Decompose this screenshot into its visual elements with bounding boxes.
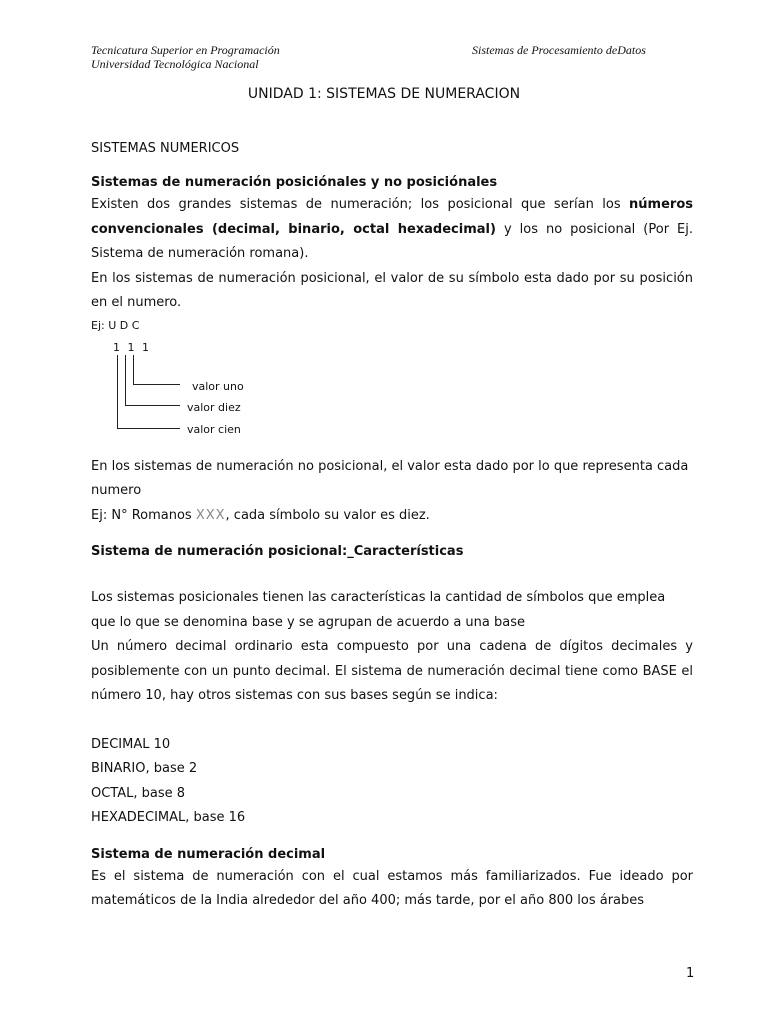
header-course: Sistemas de Procesamiento deDatos (472, 43, 646, 57)
diagram-digits: 1 1 1 (113, 340, 151, 354)
header-university: Universidad Tecnológica Nacional (91, 57, 259, 71)
paragraph-caracteristicas: Los sistemas posicionales tienen las características la cantidad de símbolos que emplea que lo que se denomina base y se agrupan de acuerdo a una base (91, 590, 666, 630)
roman-numeral: XXX (195, 507, 226, 523)
paragraph-romanos (91, 504, 693, 529)
paragraph-intro-text-a: Existen dos grandes sistemas de numeración; los posicional que serían los (91, 197, 630, 212)
romanos-text-a: Ej: N° Romanos (91, 507, 196, 523)
list-item-decimal: DECIMAL 10 (91, 736, 171, 752)
paragraph-no-posicional: En los sistemas de numeración no posicional, el valor esta dado por lo que representa cada numero (91, 458, 689, 498)
paragraph-intro (91, 193, 693, 267)
example-label: Ej: U D C (91, 318, 140, 332)
list-item-hexadecimal: HEXADECIMAL, base 16 (91, 810, 246, 825)
diagram-label-valor-diez: valor diez (187, 400, 241, 414)
paragraph-decimal-history: Es el sistema de numeración con el cual estamos más familiarizados. Fue ideado por matemáticos de la India alrededor del año 400; más tarde, por el año 800 los árabes (91, 868, 693, 908)
diagram-line-uno-horizontal (133, 384, 180, 385)
header-institution-program: Tecnicatura Superior en Programación (91, 43, 280, 57)
page-number: 1 (686, 966, 695, 981)
document-body (91, 139, 693, 914)
paragraph-intro-text-c: y los no posicional (Por Ej. Sistema de numeración romana). (91, 221, 694, 261)
header-left (91, 43, 280, 71)
list-item-octal: OCTAL, base 8 (91, 785, 186, 801)
diagram-label-valor-uno: valor uno (192, 379, 244, 393)
diagram-line-cien-horizontal (117, 428, 180, 429)
diagram-line-diez-vertical (125, 355, 126, 406)
diagram-line-cien-vertical (117, 355, 118, 429)
diagram-line-uno-vertical (133, 355, 134, 385)
section-heading-decimal: Sistema de numeración decimal (91, 846, 326, 862)
paragraph-posicional: En los sistemas de numeración posicional, el valor de su símbolo esta dado por su posición en el numero. (91, 270, 693, 310)
paragraph-intro-bold: números convencionales (decimal, binario, octal hexadecimal) (91, 197, 693, 237)
positional-diagram (91, 336, 693, 446)
section-heading-caracteristicas: Sistema de numeración posicional:_Características (91, 544, 464, 559)
diagram-line-diez-horizontal (125, 405, 180, 406)
document-title: UNIDAD 1: SISTEMAS DE NUMERACION (247, 86, 521, 102)
paragraph-decimal-intro: Un número decimal ordinario esta compuesto por una cadena de dígitos decimales y posiblemente con un punto decimal. El sistema de numeración decimal tiene como BASE el número 10, hay otros sistemas con sus bases según se indica: (91, 639, 693, 703)
list-item-binario: BINARIO, base 2 (91, 761, 198, 776)
subheading-posicionales: Sistemas de numeración posiciónales y no posiciónales (91, 175, 498, 190)
romanos-text-b: , cada símbolo su valor es diez. (225, 507, 430, 523)
section-heading-sistemas-numericos: SISTEMAS NUMERICOS (91, 141, 240, 156)
diagram-label-valor-cien: valor cien (187, 422, 241, 436)
